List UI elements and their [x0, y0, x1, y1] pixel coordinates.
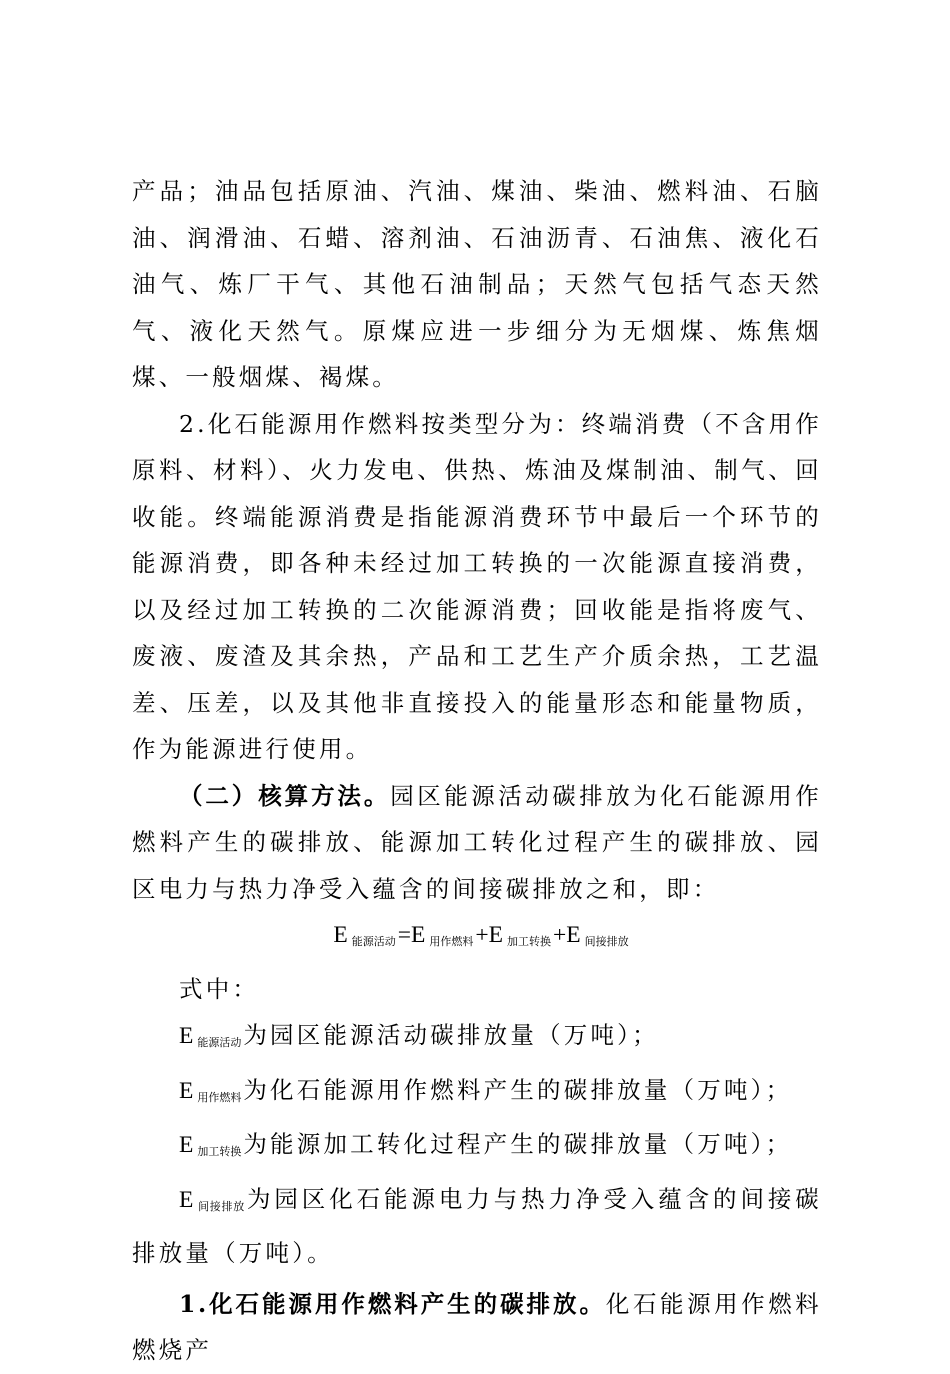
formula-symbol-lhs: E	[333, 922, 348, 948]
def-text: 为能源加工转化过程产生的碳排放量（万吨）；	[243, 1130, 793, 1158]
formula-symbol-t2: E	[488, 922, 503, 948]
paragraph-fuel-emissions	[132, 1281, 822, 1374]
def-sub: 能源活动	[197, 1036, 242, 1049]
formula-equals: =	[397, 922, 411, 948]
def-symbol: E	[179, 1023, 194, 1049]
def-sub: 加工转换	[197, 1145, 242, 1158]
section-heading-fuel-emissions: 1.化石能源用作燃料产生的碳排放。	[179, 1289, 606, 1318]
paragraph-oil-gas-categories: 产品；油品包括原油、汽油、煤油、柴油、燃料油、石脑油、润滑油、石蜡、溶剂油、石油沥青、石油焦、液化石油气、炼厂干气、其他石油制品；天然气包括气态天然气、液化天然气。原煤应进一步细分为无烟煤、炼焦烟煤、一般烟煤、褐煤。	[132, 177, 822, 391]
document-page	[132, 168, 822, 1374]
formula-plus-1: +	[475, 922, 489, 948]
formula-sub-t2: 加工转换	[506, 935, 551, 948]
accounting-method-body: 园区能源活动碳排放为化石能源用作燃料产生的碳排放、能源加工转化过程产生的碳排放、园区电力与热力净受入蕴含的间接碳排放之和，即：	[132, 781, 822, 903]
section-heading-accounting-method: （二）核算方法。	[179, 781, 391, 810]
where-label: 式中：	[179, 974, 260, 1003]
def-symbol: E	[179, 1077, 194, 1104]
definition-energy-activity	[132, 1012, 822, 1067]
def-text: 为化石能源用作燃料产生的碳排放量（万吨）；	[243, 1075, 793, 1104]
formula-plus-2: +	[552, 922, 567, 948]
emission-formula	[132, 912, 822, 966]
definition-fuel-use	[132, 1067, 822, 1122]
paragraph-fuel-types: 2.化石能源用作燃料按类型分为：终端消费（不含用作原料、材料）、火力发电、供热、炼油及煤制油、制气、回收能。终端能源消费是指能源消费环节中最后一个环节的能源消费，即各种未经过加工转换的一次能源直接消费，以及经过加工转换的二次能源消费；回收能是指将废气、废液、废渣及其余热，产品和工艺生产介质余热，工艺温差、压差，以及其他非直接投入的能量形态和能量物质，作为能源进行使用。	[132, 409, 822, 763]
def-text: 为园区能源活动碳排放量（万吨）；	[243, 1021, 659, 1049]
formula-sub-t3: 间接排放	[584, 935, 629, 948]
def-sub: 间接排放	[197, 1199, 245, 1213]
definition-conversion	[132, 1121, 822, 1176]
def-symbol: E	[179, 1132, 194, 1158]
formula-symbol-t1: E	[411, 922, 426, 948]
def-sub: 用作燃料	[197, 1090, 242, 1104]
def-text: 为园区化石能源电力与热力净受入蕴含的间接碳排放量（万吨）。	[132, 1184, 823, 1267]
formula-sub-t1: 用作燃料	[429, 935, 474, 948]
fuel-emissions-body: 化石能源用作燃料燃烧产	[132, 1289, 822, 1364]
definition-indirect	[132, 1176, 822, 1277]
paragraph-accounting-method	[132, 773, 822, 913]
formula-symbol-t3: E	[566, 922, 581, 948]
def-symbol: E	[179, 1186, 194, 1213]
formula-sub-lhs: 能源活动	[351, 935, 396, 948]
